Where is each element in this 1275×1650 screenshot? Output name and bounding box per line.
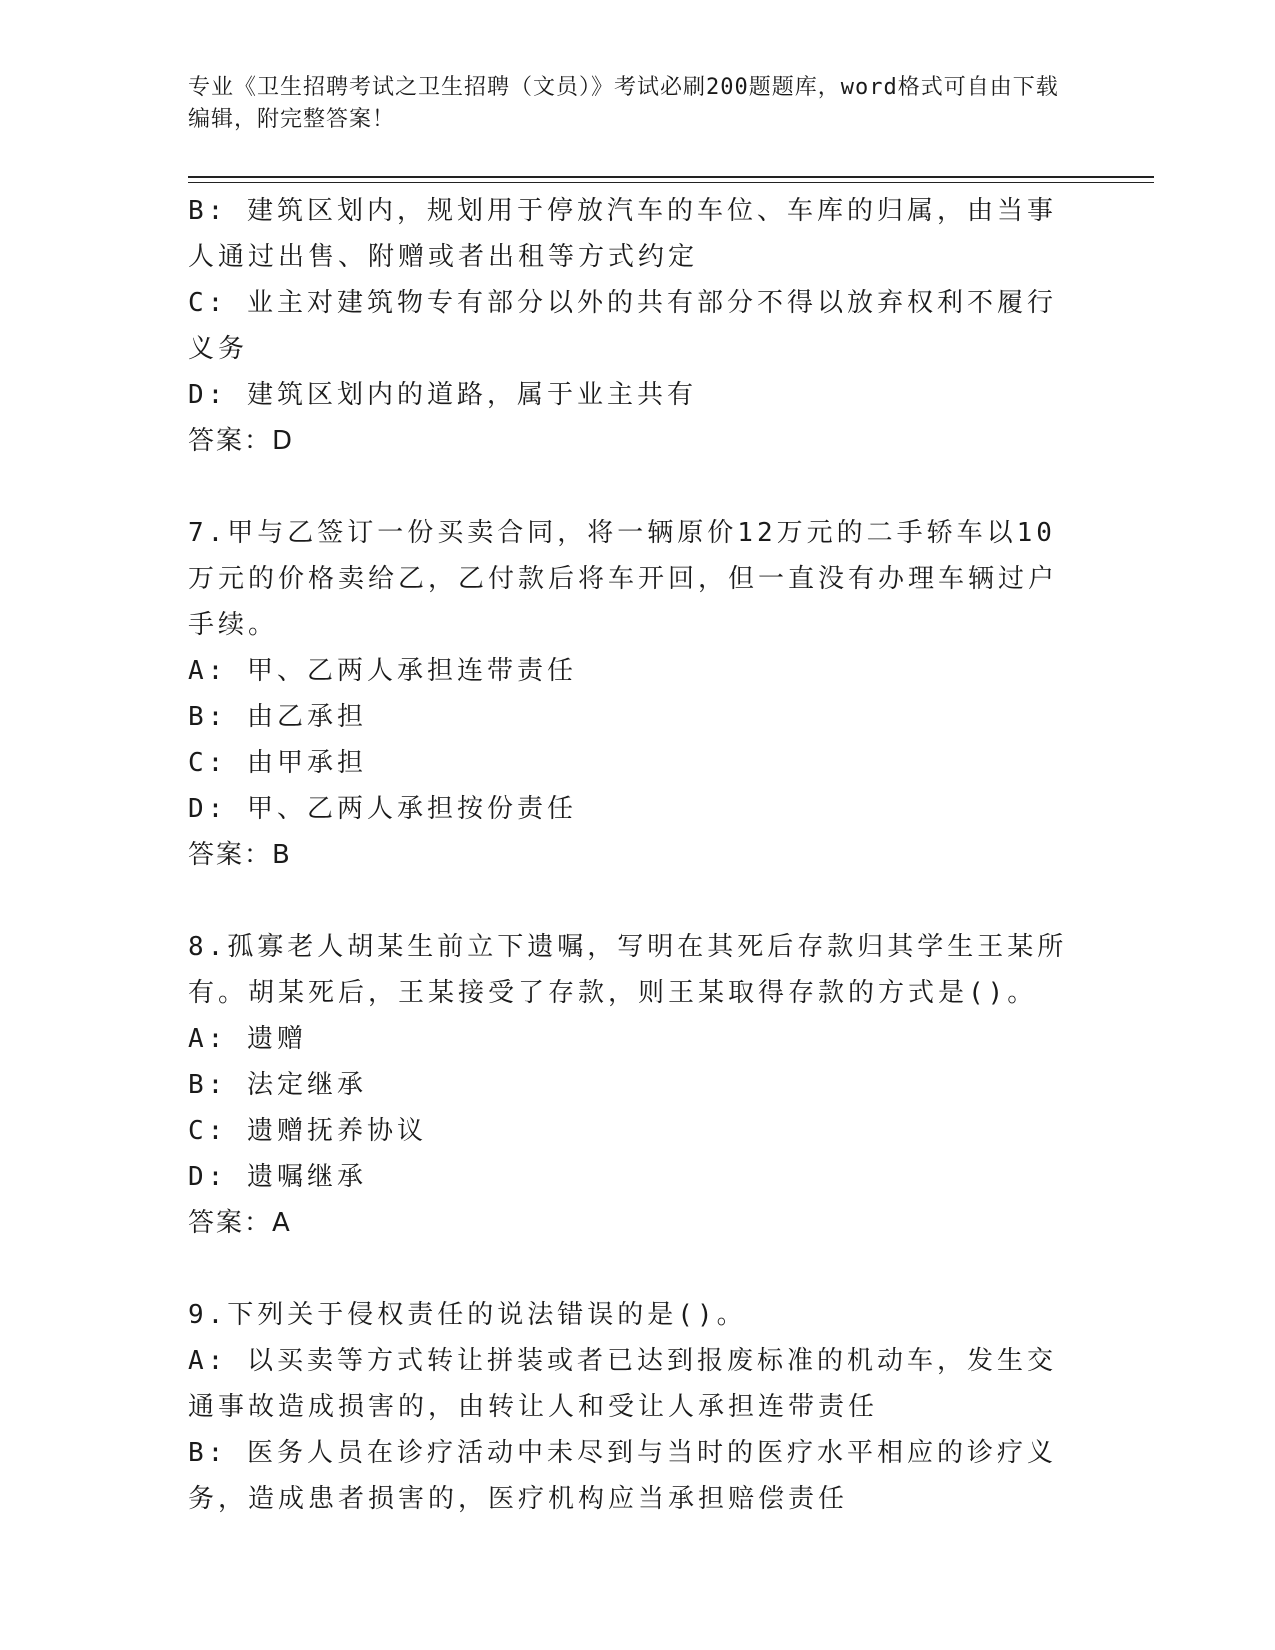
question-8 [188,924,1078,1246]
option-d: D: 甲、乙两人承担按份责任 [188,794,577,824]
option-a: A: 以买卖等方式转让拼装或者已达到报废标准的机动车，发生交通事故造成损害的，由转让人和受让人承担连带责任 [188,1346,1057,1422]
option-b: B: 法定继承 [188,1070,367,1100]
option-b: B: 建筑区划内，规划用于停放汽车的车位、车库的归属，由当事人通过出售、附赠或者出租等方式约定 [188,196,1057,272]
option-a: A: 甲、乙两人承担连带责任 [188,656,577,686]
header-rule-thin [188,182,1154,183]
option-c: C: 由甲承担 [188,748,367,778]
question-stem: 7.甲与乙签订一份买卖合同，将一辆原价12万元的二手轿车以10万元的价格卖给乙，乙付款后将车开回，但一直没有办理车辆过户手续。 [188,518,1059,640]
option-a: A: 遗赠 [188,1024,307,1054]
answer-label: 答案：B [188,840,292,870]
question-6-tail [188,188,1078,464]
option-c: C: 业主对建筑物专有部分以外的共有部分不得以放弃权利不履行义务 [188,288,1057,364]
answer-label: 答案：D [188,426,295,456]
option-b: B: 医务人员在诊疗活动中未尽到与当时的医疗水平相应的诊疗义务，造成患者损害的，医疗机构应当承担赔偿责任 [188,1438,1057,1514]
spacer [188,878,1078,924]
question-9 [188,1292,1078,1522]
spacer [188,464,1078,510]
question-stem: 9.下列关于侵权责任的说法错误的是()。 [188,1300,747,1330]
question-stem: 8.孤寡老人胡某生前立下遗嘱，写明在其死后存款归其学生王某所有。胡某死后，王某接受了存款，则王某取得存款的方式是()。 [188,932,1068,1008]
question-content [188,188,1078,1522]
question-7 [188,510,1078,878]
option-d: D: 遗嘱继承 [188,1162,367,1192]
header-rule-thick [188,176,1154,178]
answer-label: 答案：A [188,1208,292,1238]
spacer [188,1246,1078,1292]
option-c: C: 遗赠抚养协议 [188,1116,427,1146]
document-header: 专业《卫生招聘考试之卫生招聘（文员）》考试必刷200题题库，word格式可自由下载编辑，附完整答案！ [188,75,1059,132]
option-b: B: 由乙承担 [188,702,367,732]
option-d: D: 建筑区划内的道路，属于业主共有 [188,380,697,410]
